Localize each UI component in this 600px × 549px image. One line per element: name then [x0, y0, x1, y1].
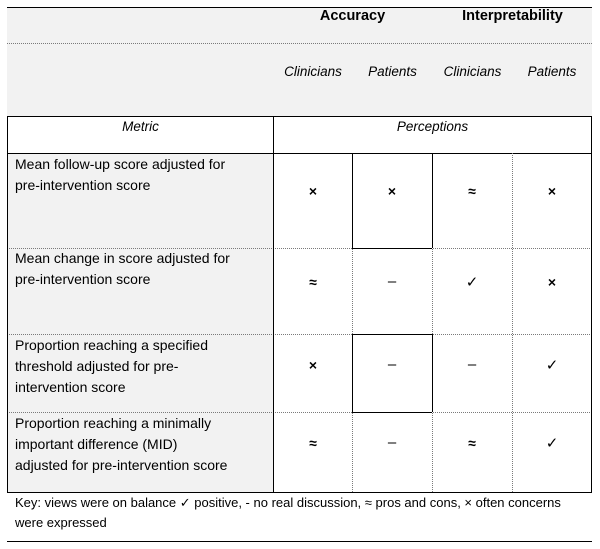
metric-line: Proportion reaching a specified	[15, 337, 209, 353]
cross-icon: ×	[547, 183, 557, 199]
metric-line: pre-intervention score	[15, 271, 151, 287]
metric-line: threshold adjusted for pre-	[15, 358, 179, 374]
metric-line: pre-intervention score	[15, 177, 151, 193]
metric-line: intervention score	[15, 379, 126, 395]
metric-cell	[15, 413, 270, 476]
dash-icon: –	[467, 356, 477, 373]
table-right-border	[591, 116, 592, 492]
cell-border-r3-bottom	[352, 412, 432, 413]
subheader-accuracy-patients: Patients	[368, 64, 417, 79]
subheader-interpretability-clinicians: Clinicians	[443, 64, 502, 79]
approx-icon: ≈	[309, 274, 317, 290]
metric-line: adjusted for pre-intervention score	[15, 457, 228, 473]
cell-border-r1-right	[432, 153, 433, 248]
metric-cell	[15, 154, 270, 196]
column-header-metric: Metric	[122, 119, 159, 134]
metric-line: Proportion reaching a minimally	[15, 415, 212, 431]
key-line: Key: views were on balance ✓ positive, - no real discussion, ≈ pros and cons, × often concerns	[15, 495, 561, 510]
dash-icon: –	[387, 434, 397, 451]
check-icon: ✓	[465, 274, 479, 291]
group-header-accuracy: Accuracy	[319, 8, 386, 24]
dash-icon: –	[387, 356, 397, 373]
table-left-border	[7, 116, 8, 492]
subheader-accuracy-clinicians: Clinicians	[284, 64, 342, 79]
metric-cell	[15, 335, 270, 398]
key-bottom-rule	[7, 541, 592, 542]
cross-icon: ×	[547, 274, 557, 290]
metric-line: Mean change in score adjusted for	[15, 250, 230, 266]
metric-line: important difference (MID)	[15, 436, 178, 452]
table-key	[15, 493, 590, 533]
table-top-rule	[7, 116, 592, 117]
cell-border-r3-top	[352, 334, 432, 335]
header-divider	[7, 43, 592, 44]
approx-icon: ≈	[309, 435, 317, 451]
dash-icon: –	[387, 273, 397, 290]
metric-line: Mean follow-up score adjusted for	[15, 156, 226, 172]
cross-icon: ×	[308, 183, 318, 199]
column-header-perceptions: Perceptions	[396, 119, 469, 134]
cell-border-r1-bottom	[352, 248, 432, 249]
approx-icon: ≈	[468, 183, 476, 199]
group-header-interpretability: Interpretability	[462, 8, 563, 24]
check-icon: ✓	[545, 435, 559, 452]
approx-icon: ≈	[468, 435, 476, 451]
cross-icon: ×	[387, 183, 397, 199]
key-line: were expressed	[15, 515, 107, 530]
check-icon: ✓	[545, 357, 559, 374]
cross-icon: ×	[308, 357, 318, 373]
cell-border-r1-left	[352, 153, 353, 248]
cell-border-r3-left	[352, 334, 353, 412]
subheader-interpretability-patients: Patients	[527, 64, 577, 79]
cell-border-r3-right	[432, 334, 433, 412]
metric-cell	[15, 248, 270, 290]
